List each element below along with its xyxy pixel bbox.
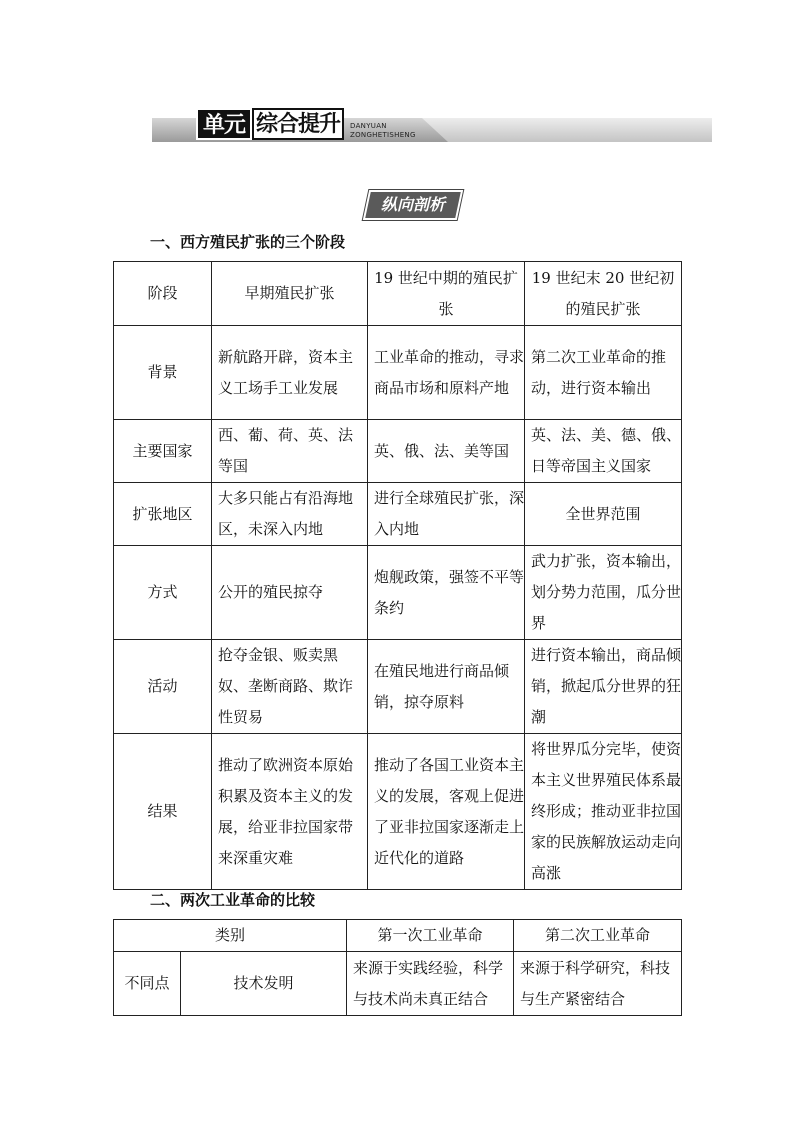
table-cell: 来源于科学研究，科技与生产紧密结合: [514, 952, 682, 1016]
table-row: [114, 420, 682, 483]
banner-pinyin-line1: DANYUAN: [350, 122, 387, 130]
table-cell: 在殖民地进行商品倾销，掠夺原料: [368, 640, 525, 734]
banner-pinyin-line2: ZONGHETISHENG: [350, 131, 416, 139]
table-cell: 进行资本输出，商品倾销，掀起瓜分世界的狂潮: [525, 640, 682, 734]
banner-title-part2: 综合提升: [252, 108, 344, 140]
header-cell: 19 世纪中期的殖民扩张: [368, 262, 525, 326]
table-cell: 公开的殖民掠夺: [212, 546, 368, 640]
table-cell: 进行全球殖民扩张，深入内地: [368, 483, 525, 546]
table-cell: 来源于实践经验，科学与技术尚未真正结合: [347, 952, 514, 1016]
header-cell: 19 世纪末 20 世纪初的殖民扩张: [525, 262, 682, 326]
header-cell: 类别: [114, 920, 347, 952]
row-label: 背景: [114, 326, 212, 420]
table-cell: 武力扩张，资本输出，划分势力范围，瓜分世界: [525, 546, 682, 640]
section-badge: [365, 192, 461, 218]
row-label: 技术发明: [181, 952, 347, 1016]
table-cell: 推动了各国工业资本主义的发展，客观上促进了亚非拉国家逐渐走上近代化的道路: [368, 734, 525, 890]
row-group-label: 不同点: [114, 952, 181, 1016]
table-cell: 英、俄、法、美等国: [368, 420, 525, 483]
table-cell: 炮舰政策，强签不平等条约: [368, 546, 525, 640]
table-cell: 大多只能占有沿海地区，未深入内地: [212, 483, 368, 546]
table-cell: 第二次工业革命的推动，进行资本输出: [525, 326, 682, 420]
table-row: [114, 326, 682, 420]
part2-heading: 二、两次工业革命的比较: [150, 891, 316, 909]
header-cell: 第一次工业革命: [347, 920, 514, 952]
header-cell: 早期殖民扩张: [212, 262, 368, 326]
header-cell: 第二次工业革命: [514, 920, 682, 952]
table-row: [114, 734, 682, 890]
unit-banner: [152, 104, 712, 144]
table-header-row: [114, 262, 682, 326]
row-label: 活动: [114, 640, 212, 734]
row-label: 主要国家: [114, 420, 212, 483]
table-cell: 工业革命的推动，寻求商品市场和原料产地: [368, 326, 525, 420]
table-row: [114, 483, 682, 546]
table-header-row: [114, 920, 682, 952]
table-cell: 新航路开辟，资本主义工场手工业发展: [212, 326, 368, 420]
table-cell: 全世界范围: [525, 483, 682, 546]
table-row: [114, 546, 682, 640]
banner-title-part1: 单元: [196, 108, 252, 140]
colonial-expansion-table: [113, 261, 682, 890]
table-row: [114, 952, 682, 1016]
section-badge-label: 纵向剖析: [380, 195, 445, 214]
table-cell: 将世界瓜分完毕，使资本主义世界殖民体系最终形成；推动亚非拉国家的民族解放运动走向高涨: [525, 734, 682, 890]
table-cell: 英、法、美、德、俄、日等帝国主义国家: [525, 420, 682, 483]
table-cell: 西、葡、荷、英、法等国: [212, 420, 368, 483]
header-cell: 阶段: [114, 262, 212, 326]
table-cell: 推动了欧洲资本原始积累及资本主义的发展，给亚非拉国家带来深重灾难: [212, 734, 368, 890]
table-row: [114, 640, 682, 734]
row-label: 方式: [114, 546, 212, 640]
table-cell: 抢夺金银、贩卖黑奴、垄断商路、欺诈性贸易: [212, 640, 368, 734]
part1-heading: 一、西方殖民扩张的三个阶段: [150, 233, 346, 251]
banner-pinyin: [350, 122, 416, 140]
industrial-revolution-table: [113, 919, 682, 1016]
row-label: 扩张地区: [114, 483, 212, 546]
row-label: 结果: [114, 734, 212, 890]
